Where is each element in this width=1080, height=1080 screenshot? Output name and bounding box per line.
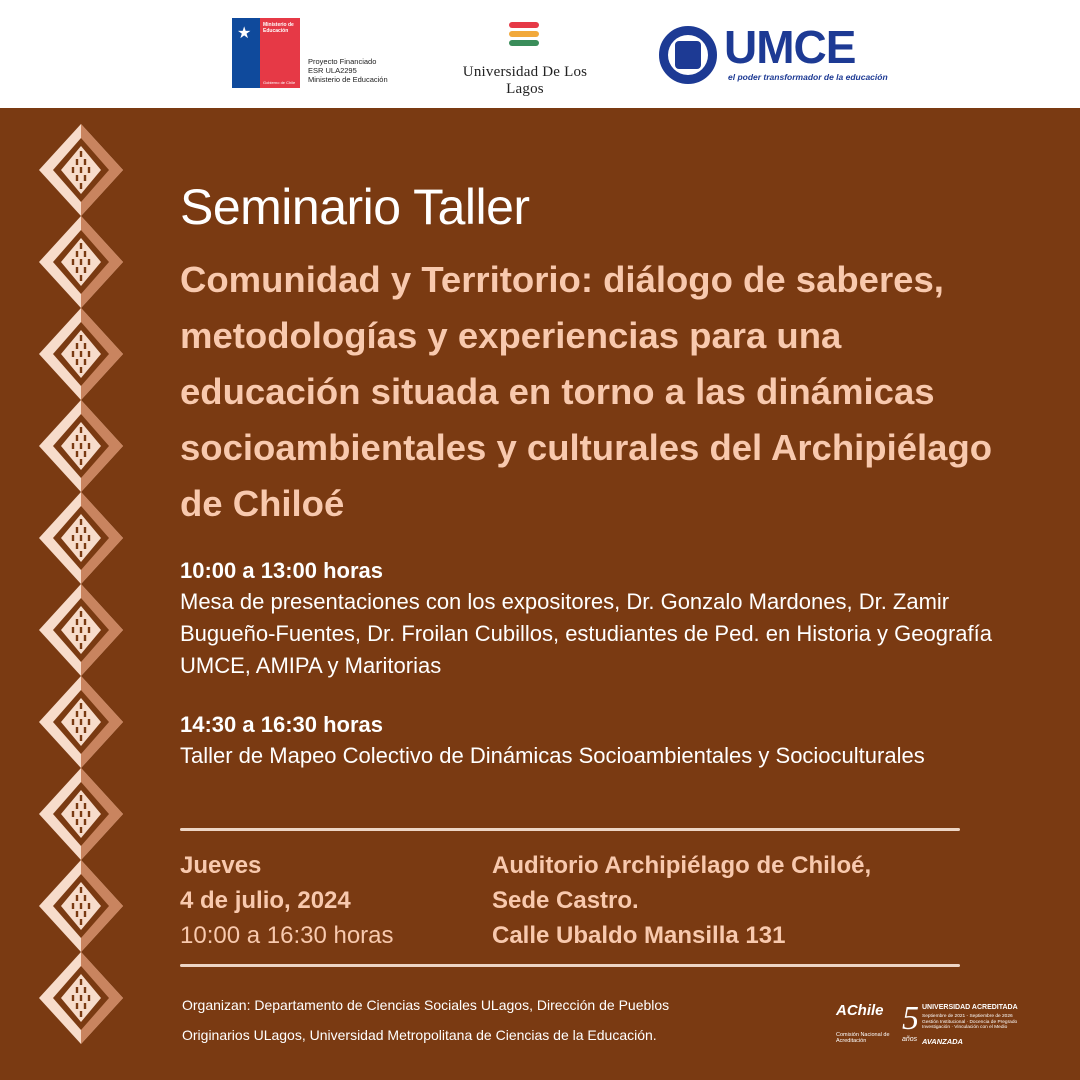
pattern-stitch — [72, 167, 74, 173]
pattern-stitch — [76, 251, 78, 257]
pattern-stitch — [84, 895, 86, 901]
pattern-stitch — [80, 535, 82, 541]
pattern-stitch — [80, 335, 82, 341]
pattern-stitch — [76, 895, 78, 901]
pattern-stitch — [72, 443, 74, 449]
pattern-stitch — [80, 167, 82, 173]
event-date — [180, 848, 394, 953]
pattern-stitch — [76, 711, 78, 717]
pattern-stitch — [72, 903, 74, 909]
pattern-stitch — [76, 159, 78, 165]
pattern-stitch — [80, 611, 82, 617]
pattern-stitch — [76, 175, 78, 181]
pattern-stitch — [88, 351, 90, 357]
event-date-text: 4 de julio, 2024 — [180, 887, 351, 914]
pattern-stitch — [88, 443, 90, 449]
ulagos-logo-text: Universidad De Los Lagos — [462, 64, 588, 97]
pattern-stitch — [76, 803, 78, 809]
pattern-stitch — [80, 427, 82, 433]
pattern-stitch — [80, 243, 82, 249]
event-hours: 10:00 a 16:30 horas — [180, 922, 394, 949]
pattern-stitch — [72, 535, 74, 541]
pattern-stitch — [80, 919, 82, 925]
pattern-stitch — [84, 803, 86, 809]
pattern-stitch — [72, 627, 74, 633]
pattern-stitch — [84, 343, 86, 349]
project-funding-text: Proyecto Financiado ESR ULA2295 Ministerio de Educación — [308, 57, 388, 84]
schedule-time: 14:30 a 16:30 horas — [180, 712, 384, 737]
schedule-description: Mesa de presentaciones con los expositores, Dr. Gonzalo Mardones, Dr. Zamir Bugueño-Fuentes, Dr. Froilan Cubillos, estudiantes de Ped. en Historia y Geografía UMCE, AMIPA y Maritorias — [180, 589, 993, 678]
pattern-stitch — [80, 995, 82, 1001]
pattern-stitch — [84, 819, 86, 825]
pattern-stitch — [80, 903, 82, 909]
pattern-stitch — [84, 619, 86, 625]
pattern-stitch — [80, 367, 82, 373]
pattern-stitch — [84, 159, 86, 165]
pattern-stitch — [76, 343, 78, 349]
pattern-stitch — [88, 259, 90, 265]
pattern-stitch — [84, 451, 86, 457]
umce-logo-text: UMCE — [724, 21, 856, 73]
cna-chile-logo: AChile — [836, 1002, 884, 1019]
pattern-stitch — [84, 175, 86, 181]
logo-header — [0, 0, 1080, 108]
pattern-stitch — [76, 451, 78, 457]
chiloe-textile-pattern — [36, 124, 126, 1064]
pattern-stitch — [84, 635, 86, 641]
pattern-stitch — [76, 727, 78, 733]
pattern-stitch — [72, 351, 74, 357]
pattern-stitch — [80, 811, 82, 817]
pattern-stitch — [80, 735, 82, 741]
pattern-stitch — [88, 719, 90, 725]
pattern-stitch — [80, 703, 82, 709]
pattern-stitch — [76, 435, 78, 441]
star-icon: ★ — [237, 25, 252, 42]
ulagos-emblem-icon — [509, 22, 539, 49]
divider — [180, 828, 960, 831]
pattern-stitch — [80, 351, 82, 357]
umce-tagline: el poder transformador de la educación — [728, 72, 888, 82]
pattern-stitch — [76, 619, 78, 625]
pattern-stitch — [72, 995, 74, 1001]
pattern-stitch — [76, 635, 78, 641]
pattern-stitch — [84, 727, 86, 733]
pattern-stitch — [80, 719, 82, 725]
pattern-stitch — [80, 795, 82, 801]
pattern-stitch — [80, 979, 82, 985]
pattern-stitch — [80, 459, 82, 465]
pattern-stitch — [88, 995, 90, 1001]
pattern-stitch — [84, 911, 86, 917]
event-title: Comunidad y Territorio: diálogo de saberes, metodologías y experiencias para una educación situada en torno a las dinámicas socioambientales y culturales del Archipiélago de Chiloé — [180, 259, 993, 524]
pattern-stitch — [80, 151, 82, 157]
pattern-stitch — [84, 987, 86, 993]
pattern-stitch — [76, 359, 78, 365]
pattern-stitch — [84, 359, 86, 365]
pattern-stitch — [76, 1003, 78, 1009]
pattern-stitch — [88, 627, 90, 633]
pattern-stitch — [84, 267, 86, 273]
pattern-stitch — [76, 911, 78, 917]
pattern-stitch — [72, 719, 74, 725]
pattern-stitch — [80, 551, 82, 557]
pattern-stitch — [88, 167, 90, 173]
pattern-stitch — [84, 527, 86, 533]
event-kicker: Seminario Taller — [180, 179, 530, 235]
schedule-item — [180, 556, 1000, 682]
pattern-stitch — [76, 267, 78, 273]
organizers-text: Organizan: Departamento de Ciencias Sociales ULagos, Dirección de Pueblos Originarios ULagos, Universidad Metropolitana de Ciencias de la Educación. — [182, 997, 670, 1043]
pattern-stitch — [80, 259, 82, 265]
pattern-stitch — [84, 711, 86, 717]
pattern-stitch — [76, 527, 78, 533]
pattern-stitch — [72, 811, 74, 817]
pattern-stitch — [72, 259, 74, 265]
divider — [180, 964, 960, 967]
pattern-stitch — [80, 519, 82, 525]
schedule-time: 10:00 a 13:00 horas — [180, 558, 384, 583]
pattern-stitch — [80, 887, 82, 893]
ministerio-educacion-logo: ★ Ministerio de Educación Gobierno de Chile — [232, 18, 300, 88]
pattern-stitch — [80, 275, 82, 281]
pattern-stitch — [88, 535, 90, 541]
pattern-stitch — [88, 811, 90, 817]
pattern-stitch — [80, 627, 82, 633]
event-venue: Auditorio Archipiélago de Chiloé, Sede Castro. Calle Ubaldo Mansilla 131 — [492, 852, 872, 949]
pattern-stitch — [80, 1011, 82, 1017]
pattern-stitch — [88, 903, 90, 909]
pattern-stitch — [80, 643, 82, 649]
pattern-stitch — [84, 251, 86, 257]
schedule-item — [180, 710, 1000, 772]
pattern-stitch — [80, 183, 82, 189]
umce-seal-icon — [659, 26, 717, 84]
pattern-stitch — [84, 1003, 86, 1009]
pattern-stitch — [80, 827, 82, 833]
pattern-stitch — [80, 443, 82, 449]
pattern-stitch — [76, 543, 78, 549]
pattern-stitch — [84, 543, 86, 549]
event-day: Jueves — [180, 852, 262, 879]
pattern-stitch — [76, 819, 78, 825]
pattern-stitch — [84, 435, 86, 441]
schedule-description: Taller de Mapeo Colectivo de Dinámicas Socioambientales y Socioculturales — [180, 743, 925, 768]
pattern-stitch — [76, 987, 78, 993]
